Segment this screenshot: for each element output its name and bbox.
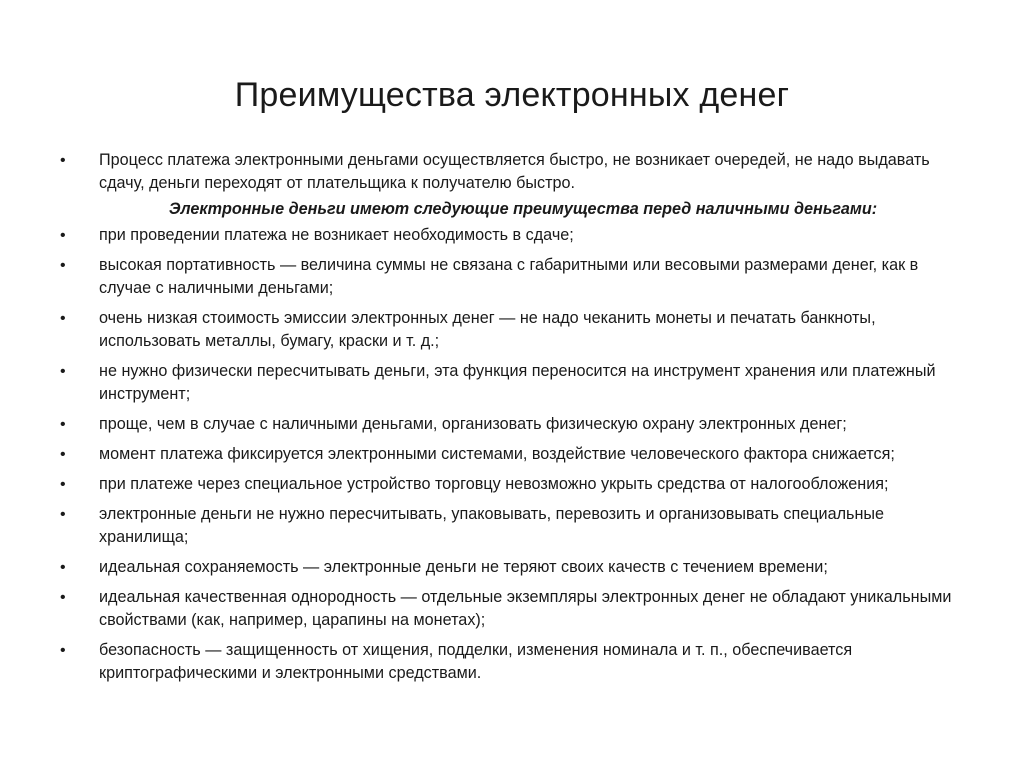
- bullet-icon: •: [60, 446, 66, 463]
- intro-text: Процесс платежа электронными деньгами осуществляется быстро, не возникает очередей, не надо выдавать сдачу, деньги переходят от плательщика к получателю быстро.: [99, 151, 930, 192]
- bullet-icon: •: [60, 506, 66, 523]
- list-item-text: идеальная сохраняемость — электронные деньги не теряют своих качеств с течением времени;: [99, 558, 828, 576]
- list-item-text: очень низкая стоимость эмиссии электронных денег — не надо чеканить монеты и печатать банкноты, использовать металлы, бумагу, краски и т. д.;: [99, 309, 876, 350]
- list-item-text: при проведении платежа не возникает необходимость в сдаче;: [99, 226, 574, 244]
- list-item-text: электронные деньги не нужно пересчитывать, упаковывать, перевозить и организовывать специальные хранилища;: [99, 505, 885, 546]
- bullet-icon: •: [60, 476, 66, 493]
- list-item: [58, 307, 968, 353]
- list-item: [58, 224, 968, 247]
- bullet-icon: •: [60, 257, 66, 274]
- bullet-icon: •: [60, 227, 66, 244]
- list-item: [58, 254, 968, 300]
- list-item-text: проще, чем в случае с наличными деньгами, организовать физическую охрану электронных денег;: [99, 415, 847, 433]
- list-item: [58, 556, 968, 579]
- bullet-icon: •: [60, 589, 66, 606]
- bullet-icon: •: [60, 363, 66, 380]
- bullet-icon: •: [60, 559, 66, 576]
- subheading: Электронные деньги имеют следующие преимущества перед наличными деньгами:: [168, 200, 878, 218]
- slide-title: Преимущества электронных денег: [234, 76, 790, 114]
- bullet-icon: •: [60, 152, 66, 169]
- bullet-icon: •: [60, 642, 66, 659]
- list-item: [58, 360, 968, 406]
- bullet-icon: •: [60, 416, 66, 433]
- list-item: [58, 503, 968, 549]
- list-item: [58, 586, 968, 632]
- list-item: [58, 413, 968, 436]
- list-item-text: безопасность — защищенность от хищения, подделки, изменения номинала и т. п., обеспечивается криптографическими и электронными средствами.: [99, 641, 853, 682]
- list-item-text: при платеже через специальное устройство торговцу невозможно укрыть средства от налогообложения;: [99, 475, 889, 493]
- list-item-text: высокая портативность — величина суммы не связана с габаритными или весовыми размерами денег, как в случае с наличными деньгами;: [99, 256, 919, 297]
- list-item-text: не нужно физически пересчитывать деньги, эта функция переносится на инструмент хранения или платежный инструмент;: [99, 362, 936, 403]
- bullet-icon: •: [60, 310, 66, 327]
- list-item: [58, 639, 968, 685]
- slide-content: [58, 149, 968, 692]
- list-item-text: идеальная качественная однородность — отдельные экземпляры электронных денег не обладают уникальными свойствами (как, например, царапины на монетах);: [99, 588, 952, 629]
- list-item-text: момент платежа фиксируется электронными системами, воздействие человеческого фактора снижается;: [99, 445, 895, 463]
- list-item: [58, 443, 968, 466]
- list-item: [58, 473, 968, 496]
- intro-item: [58, 149, 968, 195]
